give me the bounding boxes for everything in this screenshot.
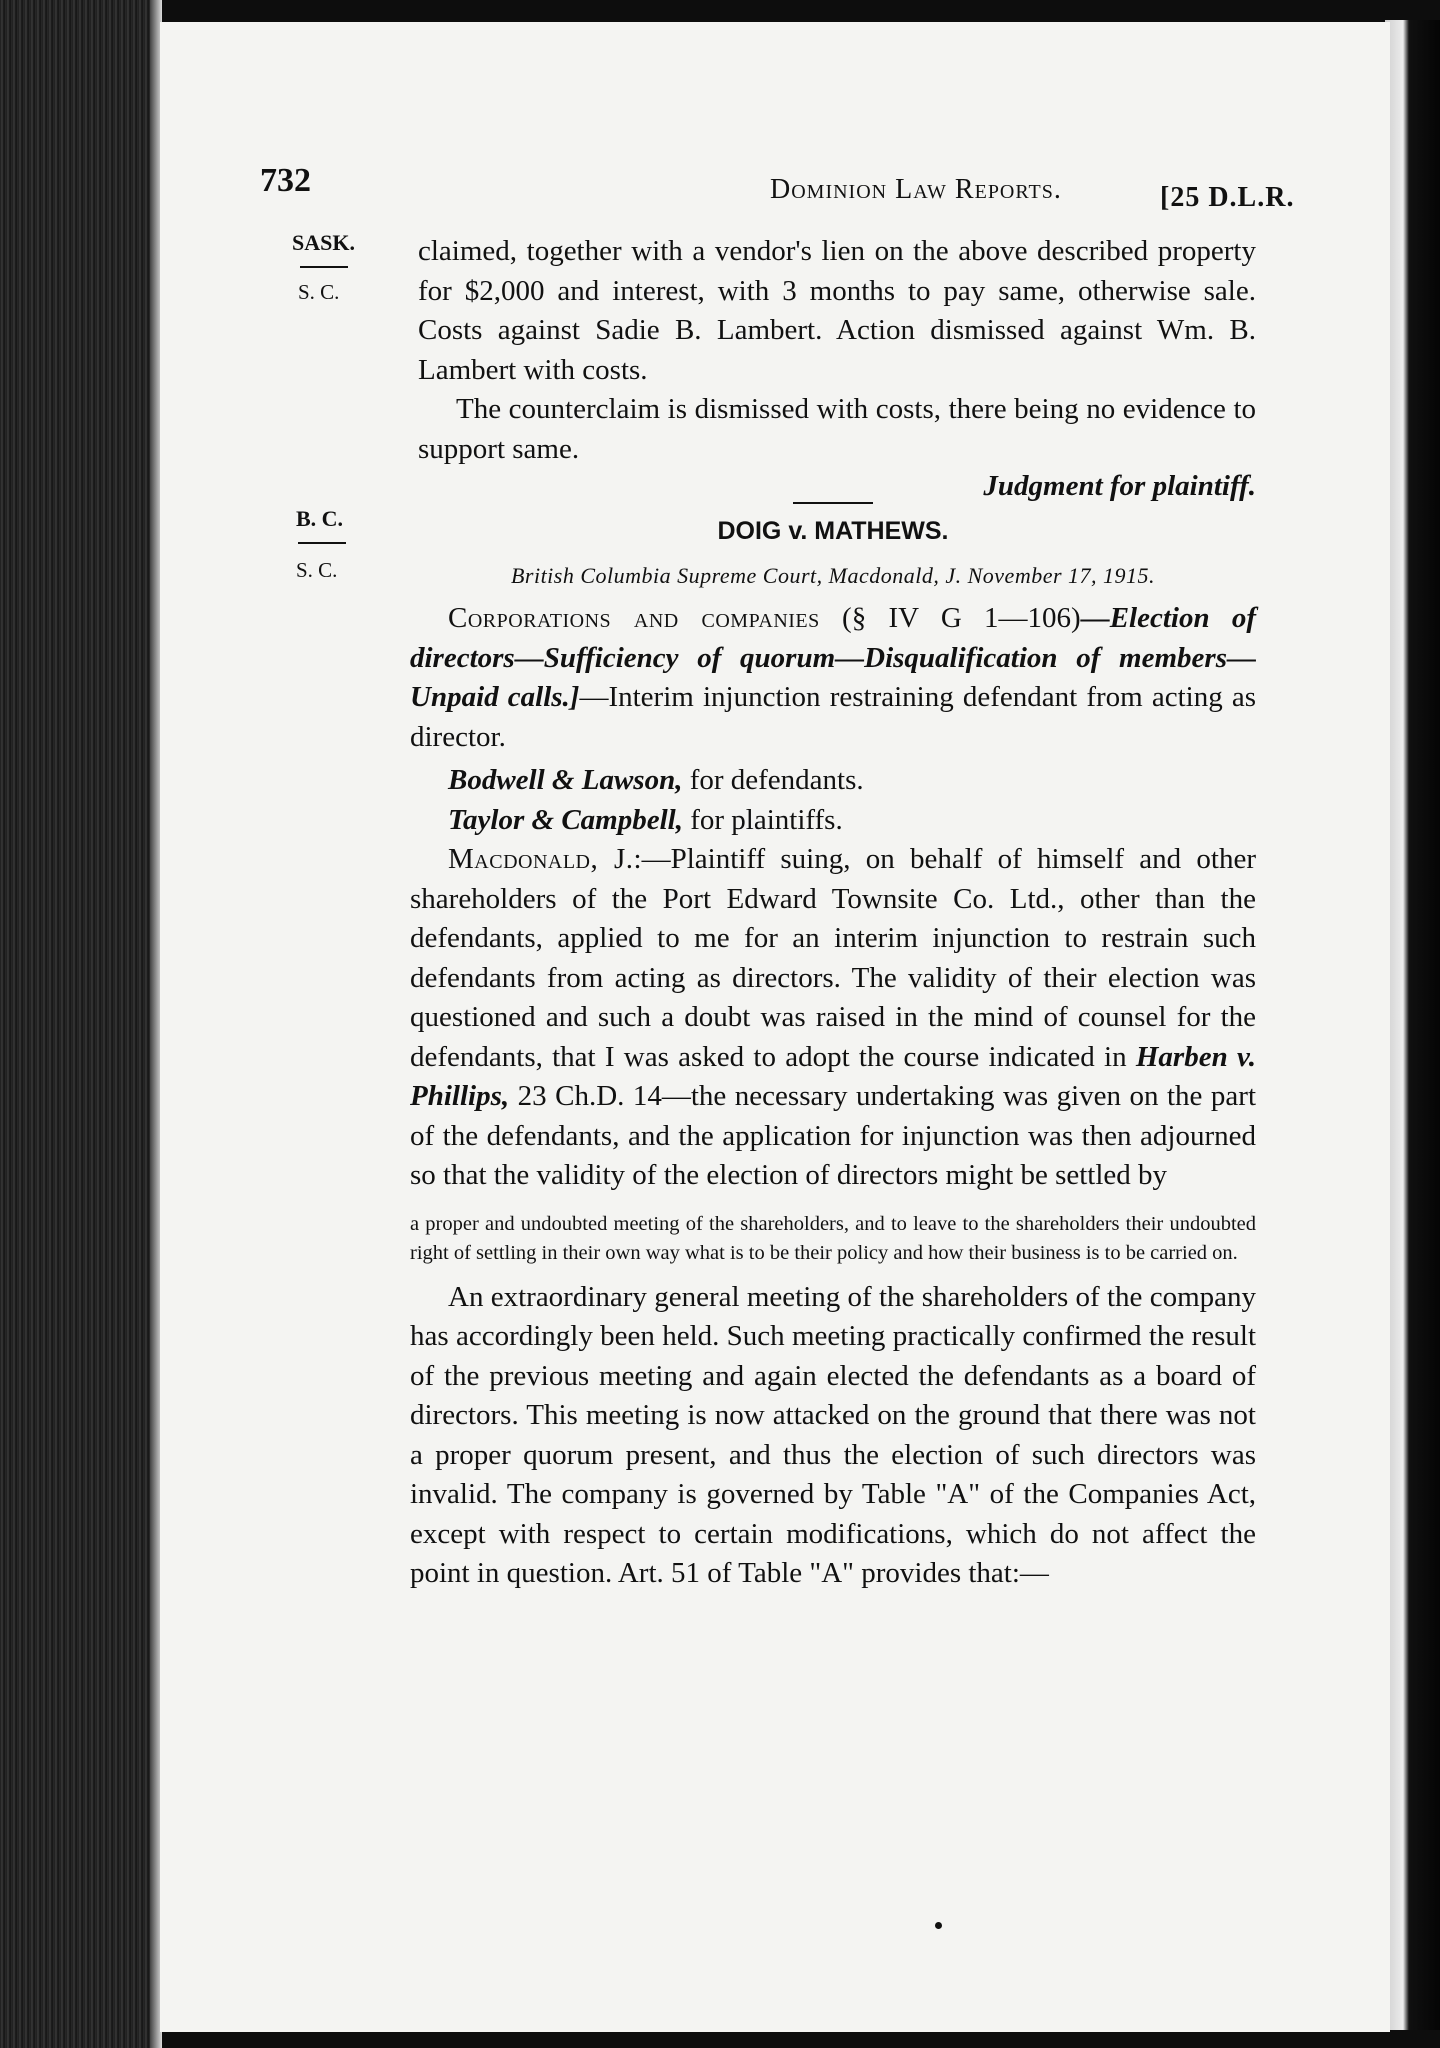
plaintiff-counsel-role: for plaintiffs. (690, 803, 843, 836)
court-line: British Columbia Supreme Court, Macdonald, J. November 17, 1915. (510, 562, 1156, 588)
book-page-edge (1385, 20, 1440, 2030)
margin-rule (298, 542, 346, 544)
opinion-paragraph-1 (410, 840, 1256, 1196)
case-title: DOIG v. MATHEWS. (717, 517, 949, 545)
plaintiff-counsel-names: Taylor & Campbell, (448, 803, 683, 836)
case-separator (793, 502, 873, 504)
opinion-paragraph-2: An extraordinary general meeting of the shareholders of the company has accordingly been held. Such meeting practically confirmed the result of the previous meeting and again elected the defendants as a board of directors. This meeting is now attacked on the ground that there was not a proper quorum present, and thus the election of such directors was invalid. The company is governed by Table "A" of the Companies Act, except with respect to certain modifications, which do not affect the point in question. Art. 51 of Table "A" provides that:— (410, 1280, 1256, 1589)
book-spine-edge (0, 0, 162, 2048)
previous-case-ending (418, 232, 1256, 507)
cited-case: Harben v. Phillips, (410, 1040, 1256, 1112)
page-number: 732 (260, 162, 311, 199)
journal-title: Dominion Law Reports. (770, 174, 1062, 205)
previous-case-para: claimed, together with a vendor's lien on the above described property for $2,000 and interest, with 3 months to pay same, otherwise sale. Costs against Sadie B. Lambert. Action dismissed against Wm. B. Lambert with costs. (418, 235, 1256, 386)
headnote-topics: —Election of directors—Sufficiency of quorum—Disqualification of members—Unpaid calls.] (410, 602, 1257, 713)
margin-sub-sc: S. C. (296, 558, 338, 582)
headnote-text: —Interim injunction restraining defendant from acting as director. (410, 681, 1256, 753)
counterclaim-para (418, 390, 1256, 469)
headnote-lead: Corporations and companies (448, 602, 820, 634)
scanned-page (160, 22, 1390, 2032)
headnote-section: (§ IV G 1—106) (842, 602, 1081, 634)
opinion-text-1: :—Plaintiff suing, on behalf of himself and other shareholders of the Port Edward Townsite Co. Ltd., other than the defendants, applied to me for an interim injunction to restrain such defendants from acting as directors. The validity of their election was questioned and such a doubt was raised in the mind of counsel for the defendants, that I was asked to adopt the course indicated in (410, 843, 1256, 1073)
margin-court-sask: SASK. (292, 230, 355, 255)
block-quote: a proper and undoubted meeting of the shareholders, and to leave to the shareholders their undoubted right of settling in their own way what is to be their policy and how their business is to be carried on. (410, 1212, 1256, 1264)
defendant-counsel-role: for defendants. (689, 764, 864, 796)
judgment-line: Judgment for plaintiff. (983, 470, 1256, 502)
opinion-text-1-cont: 23 Ch.D. 14—the necessary undertaking was given on the part of the defendants, and the application for injunction was then adjourned so that the validity of the election of directors might be settled by (410, 1080, 1256, 1191)
margin-court-bc: B. C. (296, 506, 344, 531)
case-report (410, 496, 1256, 1594)
defendant-counsel-names: Bodwell & Lawson, (448, 764, 683, 796)
headnote (410, 599, 1256, 757)
judge-name: Macdonald, J. (448, 843, 634, 875)
volume-reference: [25 D.L.R. (1160, 182, 1295, 213)
counsel-defendants (410, 761, 1256, 801)
print-speck (935, 1922, 942, 1929)
counterclaim-text: The counterclaim is dismissed with costs, there being no evidence to support same. (418, 393, 1256, 465)
margin-rule (300, 266, 348, 268)
running-header (260, 142, 1380, 222)
counsel-plaintiffs (410, 801, 1256, 841)
margin-sub-sc: S. C. (298, 280, 340, 304)
